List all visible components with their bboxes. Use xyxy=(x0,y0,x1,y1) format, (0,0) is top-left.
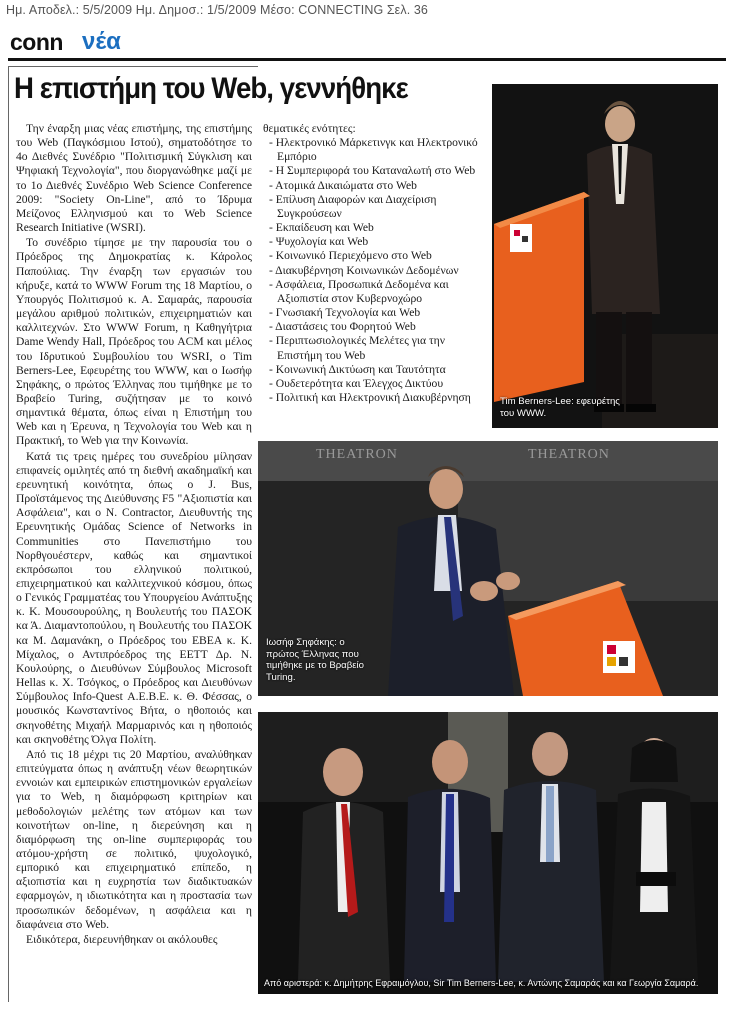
photo-joseph-sifakis xyxy=(258,441,718,696)
photo-3-caption: Από αριστερά: κ. Δημήτρης Εφραιμόγλου, Sir Tim Berners-Lee, κ. Αντώνης Σαμαράς και κα Γεωργία Σαμαρά. xyxy=(264,978,699,988)
photo-1-illustration xyxy=(492,84,718,428)
topic-item: - Πολιτική και Ηλεκτρονική Διακυβέρνηση xyxy=(269,391,485,405)
article-headline: Η επιστήμη του Web, γεννήθηκε xyxy=(14,72,408,105)
topic-item: - Ατομικά Δικαιώματα στο Web xyxy=(269,179,485,193)
topic-item: - Ψυχολογία και Web xyxy=(269,235,485,249)
section-header xyxy=(8,28,726,56)
section-sub: νέα xyxy=(82,28,121,55)
clipping-header: Ημ. Αποδελ.: 5/5/2009 Ημ. Δημοσ.: 1/5/2009 Μέσο: CONNECTING Σελ. 36 xyxy=(6,3,428,17)
topic-item: - Η Συμπεριφορά του Καταναλωτή στο Web xyxy=(269,164,485,178)
topic-item: - Περιπτωσιολογικές Μελέτες για την Επιστήμη του Web xyxy=(269,334,485,362)
topic-item: - Ουδετερότητα και Έλεγχος Δικτύου xyxy=(269,377,485,391)
paragraph: Κατά τις τρεις ημέρες του συνεδρίου μίλησαν επιφανείς ομιλητές από τη διεθνή ακαδημαϊκή και ερευνητική κοινότητα, όπως ο J. Bus, Προϊστάμενος της Διεύθυνσης F5 "Αξιοπιστία και Ασφάλεια", και ο N. Contractor, Διευθυντής της Ερευνητικής Ομάδας Science of Networks in Communities στο Πανεπιστήμιο του Νορθγουέστερν, καθώς και σημαντικοί εκπρόσωποι του ελληνικού πολιτικού, επιχειρηματικού και καλλιτεχνικού κόσμου, όπως ο Γενικός Γραμματέας του Υπουργείου Ανάπτυξης κ. Κ. Μουσουρούλης, η Βουλευτής του ΠΑΣΟΚ κα Ά. Διαμαντοπούλου, η Βουλευτής του ΠΑΣΟΚ κα Μ. Δαμανάκη, ο Πρόεδρος του ΕΒΕΑ κ. Κ. Μίχαλος, ο Αντιπρόεδρος της ΕΕΤΤ Δρ. Ν. Κουλούρης, ο Διευθύνων Σύμβουλος Microsoft Hellas κ. Χ. Τσόγκος, ο Πρόεδρος και Διευθύνων Σύμβουλος Info-Quest Α.Ε.Β.Ε. κ. Θ. Φέσσας, ο μουσικός Κωνσταντίνος Βήτα, ο ηθοποιός και σκηνοθέτης Μιχαήλ Μαρμαρινός και η ηθοποιός και σκηνοθέτης Όλγα Πολίτη. xyxy=(16,449,252,746)
topic-item: - Εκπαίδευση και Web xyxy=(269,221,485,235)
photo-2-banner-left: THEATRON xyxy=(316,447,398,462)
photo-group xyxy=(258,712,718,994)
topic-item: - Διαστάσεις του Φορητού Web xyxy=(269,320,485,334)
topic-item: - Επίλυση Διαφορών και Διαχείριση Συγκρούσεων xyxy=(269,193,485,221)
paragraph: Ειδικότερα, διερευνήθηκαν οι ακόλουθες xyxy=(26,932,218,946)
topic-item: - Ηλεκτρονικό Μάρκετινγκ και Ηλεκτρονικό Εμπόριο xyxy=(269,136,485,164)
photo-tim-berners-lee xyxy=(492,84,718,428)
section-brand: conn xyxy=(10,29,63,55)
photo-3-illustration xyxy=(258,712,718,994)
frame-rule-top xyxy=(8,66,258,67)
paragraph: Από τις 18 μέχρι τις 20 Μαρτίου, αναλύθηκαν επιτεύγματα όπως η ανάπτυξη νέων θεωρητικών εννοιών και εμπειρικών επιστημονικών εργαλείων για το Web, η διαμόρφωση κριτηρίων και μεθοδολογιών μελέτης των ατόμων και των κοινοτήτων on-line, η διερεύνηση και η διαμόρφωση της on-line συμπεριφοράς του ατόμου-χρήστη σε πολιτικό, ψυχολογικό, εμπορικό και επιχειρηματικό επίπεδο, η αξιοπιστία και η ευχρηστία των διαδικτυακών εφαρμογών, η ιδιωτικότητα και η προστασία των προσωπικών δεδομένων, η ασφάλεια και η διαφάνεια στο Web. xyxy=(16,747,252,931)
topics-list xyxy=(263,136,485,405)
paragraph: Την έναρξη μιας νέας επιστήμης, της επιστήμης του Web (Παγκόσμιου Ιστού), σηματοδότησε το 4ο Διεθνές Συνέδριο "Πολιτισμική Σύγκλιση και Ψηφιακή Τεχνολογία", που διοργανώθηκε μαζί με το 1ο Διεθνές Συνέδριο Web Science Conference 2009: "Society On-Line", από το Ίδρυμα Μείζονος Ελληνισμού και το Web Science Research Initiative (WSRI). xyxy=(16,122,252,235)
topic-item: - Κοινωνική Δικτύωση και Ταυτότητα xyxy=(269,363,485,377)
topic-item: - Κοινωνικό Περιεχόμενο στο Web xyxy=(269,249,485,263)
article-column-1 xyxy=(16,122,252,1000)
photo-1-caption: Tim Berners-Lee: εφευρέτης του WWW. xyxy=(500,396,620,419)
topic-item: - Ασφάλεια, Προσωπικά Δεδομένα και Αξιοπιστία στον Κυβερνοχώρο xyxy=(269,278,485,306)
section-rule xyxy=(8,58,726,61)
frame-rule-left xyxy=(8,66,9,1002)
photo-2-banner-right: THEATRON xyxy=(528,447,610,462)
topics-intro: θεματικές ενότητες: xyxy=(263,122,356,135)
topic-item: - Διακυβέρνηση Κοινωνικών Δεδομένων xyxy=(269,264,485,278)
photo-2-caption: Ιωσήφ Σηφάκης: ο πρώτος Έλληνας που τιμήθηκε με το Βραβείο Turing. xyxy=(266,637,364,683)
topic-item: - Γνωσιακή Τεχνολογία και Web xyxy=(269,306,485,320)
paragraph: Το συνέδριο τίμησε με την παρουσία του ο Πρόεδρος της Δημοκρατίας κ. Κάρολος Παπούλιας. Την έναρξη των εργασιών του κήρυξε, κατά το WWW Forum της 18 Μαρτίου, ο Υπουργός Πολιτισμού κ. Α. Σαμαράς, παρουσία μεγάλου αριθμού πολιτικών, επιχειρηματιών και καλλιτεχνών. Στο WWW Forum, η Καθηγήτρια Dame Wendy Hall, Πρόεδρος του ACM και μέλος του Ιδρυτικού Συμβουλίου του WSRI, ο Tim Berners-Lee, Εφευρέτης του WWW, και ο Ιωσήφ Σηφάκης, ο πρώτος Έλληνας που τιμήθηκε με το Βραβείο Turing, συζήτησαν με το κοινό σημαντικά θέματα, όπως είναι η Επιστήμη του Web και η Έρευνα, η Τεχνολογία του Web και η Πρακτική, το Web για την Κοινωνία. xyxy=(16,236,252,448)
article-column-2 xyxy=(263,122,485,434)
